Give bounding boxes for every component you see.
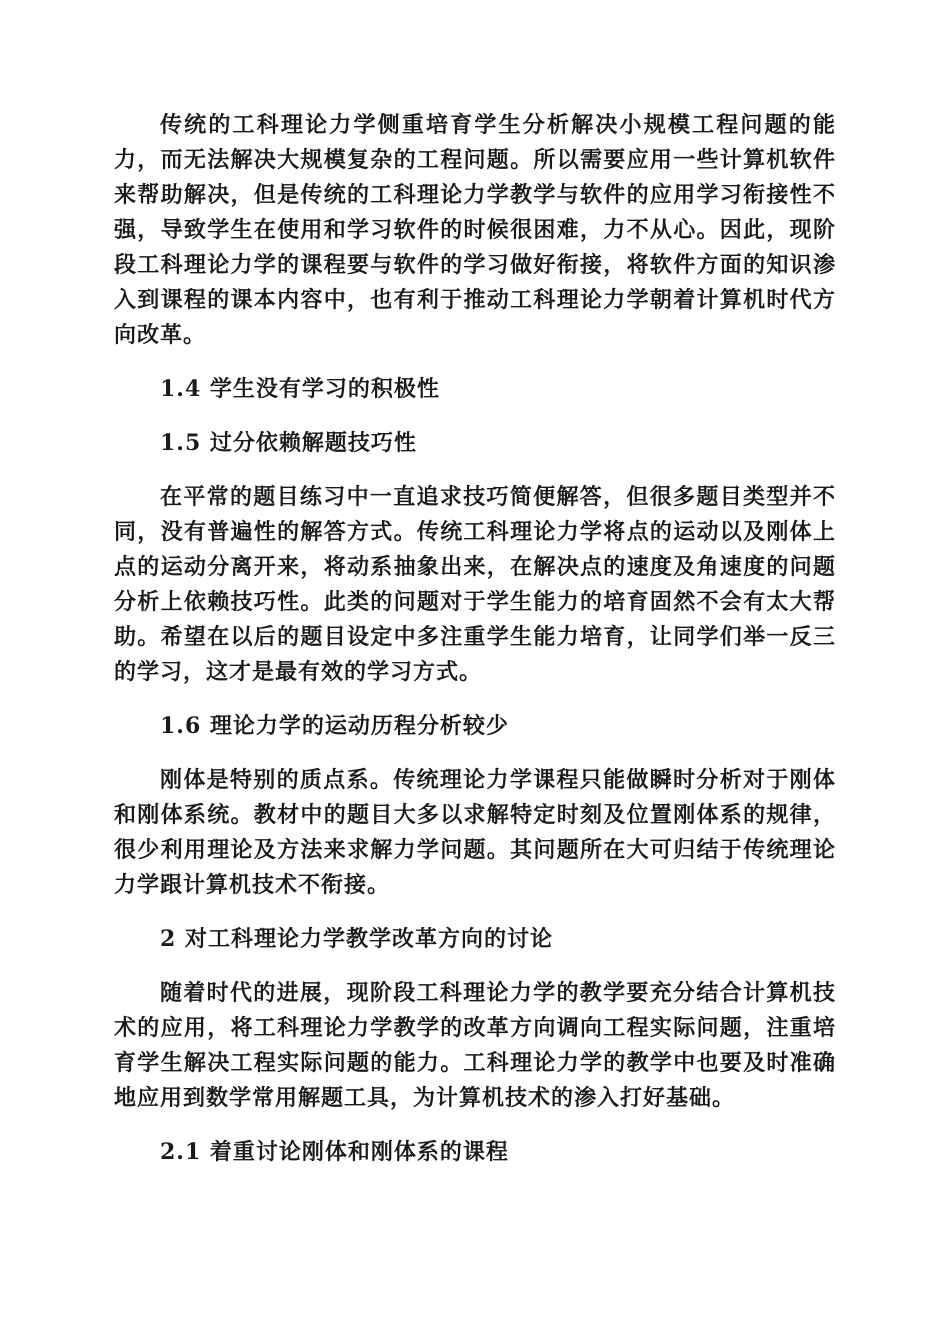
paragraph-problem-solving-skills: 在平常的题目练习中一直追求技巧简便解答，但很多题目类型并不同，没有普遍性的解答方式。传统工科理论力学将点的运动以及刚体上点的运动分离开来，将动系抽象出来，在解决点的速度及角速度的问题分析上依赖技巧性。此类的问题对于学生能力的培育固然不会有太大帮助。希望在以后的题目设定中多注重学生能力培育，让同学们举一反三的学习，这才是最有效的学习方式。 bbox=[114, 484, 836, 685]
paragraph-software-integration: 传统的工科理论力学侧重培育学生分析解决小规模工程问题的能力，而无法解决大规模复杂的工程问题。所以需要应用一些计算机软件来帮助解决，但是传统的工科理论力学教学与软件的应用学习衔接性不强，导致学生在使用和学习软件的时候很困难，力不从心。因此，现阶段工科理论力学的课程要与软件的学习做好衔接，将软件方面的知识渗入到课程的课本内容中，也有利于推动工科理论力学朝着计算机时代方向改革。 bbox=[114, 112, 836, 348]
section-heading-1-6: 1.6 理论力学的运动历程分析较少 bbox=[160, 713, 509, 739]
section-heading-2: 2 对工科理论力学教学改革方向的讨论 bbox=[160, 926, 553, 952]
section-heading-1-4: 1.4 学生没有学习的积极性 bbox=[160, 376, 440, 402]
paragraph-rigid-body: 刚体是特别的质点系。传统理论力学课程只能做瞬时分析对于刚体和刚体系统。教材中的题目大多以求解特定时刻及位置刚体系的规律，很少利用理论及方法来求解力学问题。其问题所在大可归结于传统理论力学跟计算机技术不衔接。 bbox=[114, 767, 836, 898]
section-heading-2-1: 2.1 着重讨论刚体和刚体系的课程 bbox=[160, 1139, 509, 1165]
section-heading-1-5: 1.5 过分依赖解题技巧性 bbox=[160, 430, 417, 456]
document-body bbox=[114, 108, 836, 1170]
paragraph-reform-direction: 随着时代的进展，现阶段工科理论力学的教学要充分结合计算机技术的应用，将工科理论力学教学的改革方向调向工程实际问题，注重培育学生解决工程实际问题的能力。工科理论力学的教学中也要及时准确地应用到数学常用解题工具，为计算机技术的渗入打好基础。 bbox=[114, 980, 836, 1111]
